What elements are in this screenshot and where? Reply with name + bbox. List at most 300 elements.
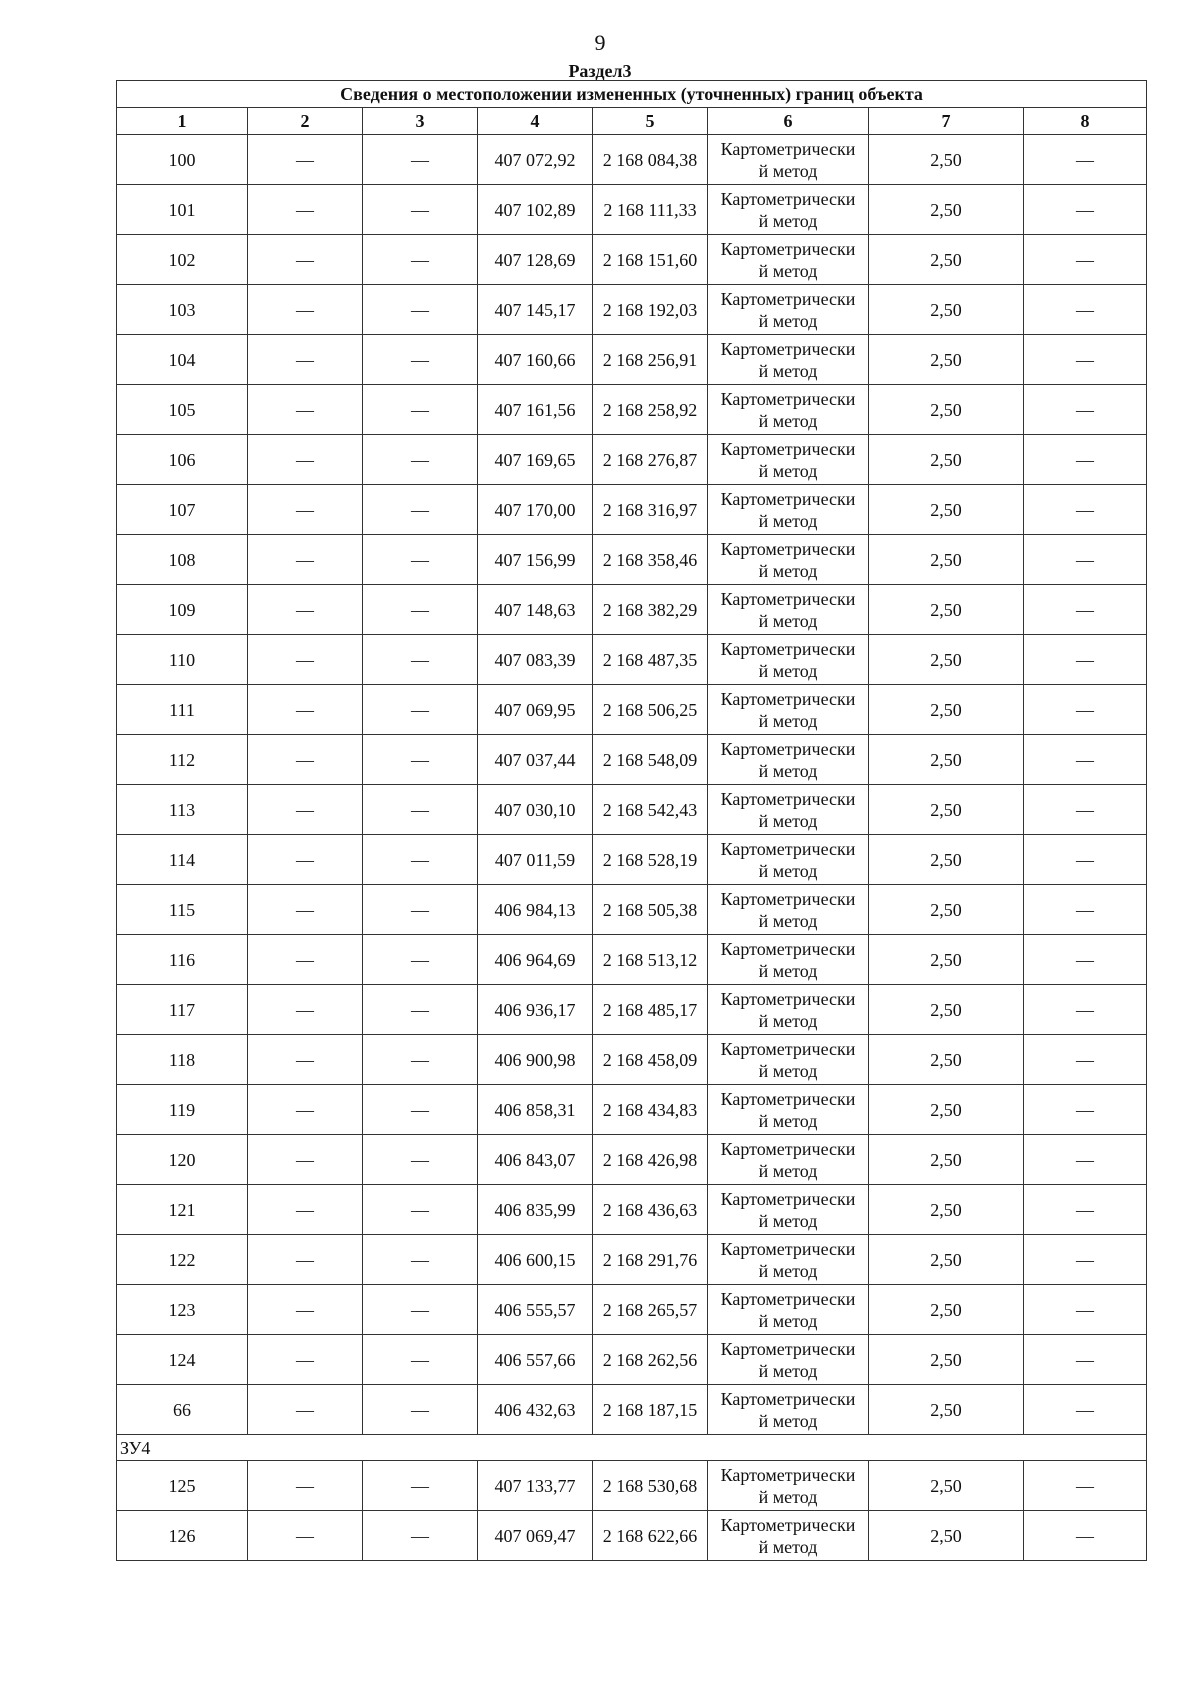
x-coordinate: 406 835,99 bbox=[478, 1185, 593, 1235]
dash-cell: — bbox=[1024, 935, 1147, 985]
dash-cell: — bbox=[363, 1235, 478, 1285]
table-row bbox=[117, 985, 1147, 1035]
point-number: 100 bbox=[117, 135, 248, 185]
x-coordinate: 406 964,69 bbox=[478, 935, 593, 985]
section-title: Раздел3 bbox=[568, 61, 632, 81]
y-coordinate: 2 168 262,56 bbox=[593, 1335, 708, 1385]
dash-cell: — bbox=[1024, 1511, 1147, 1561]
accuracy-cell: 2,50 bbox=[869, 1185, 1024, 1235]
method-line-2: й метод bbox=[758, 760, 818, 781]
method-cell bbox=[708, 1235, 869, 1285]
point-number: 120 bbox=[117, 1135, 248, 1185]
method-line-1: Картометрически bbox=[720, 738, 856, 759]
dash-cell: — bbox=[248, 435, 363, 485]
x-coordinate: 407 030,10 bbox=[478, 785, 593, 835]
x-coordinate: 407 069,47 bbox=[478, 1511, 593, 1561]
y-coordinate: 2 168 265,57 bbox=[593, 1285, 708, 1335]
table-row bbox=[117, 535, 1147, 585]
table-row bbox=[117, 335, 1147, 385]
accuracy-cell: 2,50 bbox=[869, 1385, 1024, 1435]
method-line-2: й метод bbox=[758, 560, 818, 581]
y-coordinate: 2 168 276,87 bbox=[593, 435, 708, 485]
dash-cell: — bbox=[1024, 685, 1147, 735]
y-coordinate: 2 168 382,29 bbox=[593, 585, 708, 635]
method-cell bbox=[708, 635, 869, 685]
dash-cell: — bbox=[363, 435, 478, 485]
dash-cell: — bbox=[363, 535, 478, 585]
method-cell bbox=[708, 285, 869, 335]
dash-cell: — bbox=[248, 1085, 363, 1135]
point-number: 66 bbox=[117, 1385, 248, 1435]
accuracy-cell: 2,50 bbox=[869, 285, 1024, 335]
dash-cell: — bbox=[1024, 885, 1147, 935]
x-coordinate: 407 170,00 bbox=[478, 485, 593, 535]
y-coordinate: 2 168 485,17 bbox=[593, 985, 708, 1035]
dash-cell: — bbox=[248, 185, 363, 235]
method-cell bbox=[708, 1461, 869, 1511]
y-coordinate: 2 168 316,97 bbox=[593, 485, 708, 535]
method-line-2: й метод bbox=[758, 1486, 818, 1507]
dash-cell: — bbox=[363, 585, 478, 635]
table-row bbox=[117, 1511, 1147, 1561]
accuracy-cell: 2,50 bbox=[869, 1085, 1024, 1135]
method-cell bbox=[708, 585, 869, 635]
dash-cell: — bbox=[248, 1135, 363, 1185]
dash-cell: — bbox=[363, 1085, 478, 1135]
point-number: 103 bbox=[117, 285, 248, 335]
y-coordinate: 2 168 505,38 bbox=[593, 885, 708, 935]
point-number: 123 bbox=[117, 1285, 248, 1335]
point-number: 108 bbox=[117, 535, 248, 585]
method-line-1: Картометрически bbox=[720, 1464, 856, 1485]
dash-cell: — bbox=[248, 385, 363, 435]
dash-cell: — bbox=[248, 635, 363, 685]
method-line-2: й метод bbox=[758, 1110, 818, 1131]
method-line-1: Картометрически bbox=[720, 838, 856, 859]
dash-cell: — bbox=[1024, 385, 1147, 435]
dash-cell: — bbox=[363, 485, 478, 535]
x-coordinate: 407 161,56 bbox=[478, 385, 593, 435]
table-row bbox=[117, 935, 1147, 985]
x-coordinate: 407 102,89 bbox=[478, 185, 593, 235]
x-coordinate: 407 037,44 bbox=[478, 735, 593, 785]
x-coordinate: 407 145,17 bbox=[478, 285, 593, 335]
accuracy-cell: 2,50 bbox=[869, 335, 1024, 385]
dash-cell: — bbox=[363, 335, 478, 385]
method-line-2: й метод bbox=[758, 510, 818, 531]
y-coordinate: 2 168 084,38 bbox=[593, 135, 708, 185]
x-coordinate: 406 600,15 bbox=[478, 1235, 593, 1285]
method-cell bbox=[708, 1085, 869, 1135]
y-coordinate: 2 168 506,25 bbox=[593, 685, 708, 735]
method-cell bbox=[708, 385, 869, 435]
method-cell bbox=[708, 1185, 869, 1235]
table-caption: Сведения о местоположении измененных (уточненных) границ объекта bbox=[117, 81, 1147, 108]
point-number: 116 bbox=[117, 935, 248, 985]
method-line-1: Картометрически bbox=[720, 988, 856, 1009]
method-line-2: й метод bbox=[758, 1060, 818, 1081]
dash-cell: — bbox=[1024, 1085, 1147, 1135]
dash-cell: — bbox=[248, 1235, 363, 1285]
dash-cell: — bbox=[363, 235, 478, 285]
column-header: 3 bbox=[363, 108, 478, 135]
method-line-1: Картометрически bbox=[720, 888, 856, 909]
method-cell bbox=[708, 685, 869, 735]
point-number: 102 bbox=[117, 235, 248, 285]
table-row bbox=[117, 585, 1147, 635]
method-line-2: й метод bbox=[758, 660, 818, 681]
dash-cell: — bbox=[363, 1511, 478, 1561]
method-line-2: й метод bbox=[758, 1310, 818, 1331]
point-number: 121 bbox=[117, 1185, 248, 1235]
column-header: 4 bbox=[478, 108, 593, 135]
method-line-2: й метод bbox=[758, 410, 818, 431]
column-header: 6 bbox=[708, 108, 869, 135]
method-line-2: й метод bbox=[758, 1210, 818, 1231]
method-line-1: Картометрически bbox=[720, 638, 856, 659]
dash-cell: — bbox=[1024, 735, 1147, 785]
accuracy-cell: 2,50 bbox=[869, 1335, 1024, 1385]
x-coordinate: 407 011,59 bbox=[478, 835, 593, 885]
dash-cell: — bbox=[363, 385, 478, 435]
point-number: 113 bbox=[117, 785, 248, 835]
x-coordinate: 406 900,98 bbox=[478, 1035, 593, 1085]
method-line-2: й метод bbox=[758, 260, 818, 281]
point-number: 117 bbox=[117, 985, 248, 1035]
y-coordinate: 2 168 513,12 bbox=[593, 935, 708, 985]
table-row bbox=[117, 835, 1147, 885]
method-cell bbox=[708, 1035, 869, 1085]
point-number: 110 bbox=[117, 635, 248, 685]
accuracy-cell: 2,50 bbox=[869, 135, 1024, 185]
dash-cell: — bbox=[363, 1285, 478, 1335]
accuracy-cell: 2,50 bbox=[869, 185, 1024, 235]
method-cell bbox=[708, 835, 869, 885]
x-coordinate: 407 128,69 bbox=[478, 235, 593, 285]
accuracy-cell: 2,50 bbox=[869, 785, 1024, 835]
point-number: 124 bbox=[117, 1335, 248, 1385]
x-coordinate: 406 555,57 bbox=[478, 1285, 593, 1335]
group-row bbox=[117, 1435, 1147, 1461]
dash-cell: — bbox=[248, 1035, 363, 1085]
method-cell bbox=[708, 885, 869, 935]
method-line-2: й метод bbox=[758, 810, 818, 831]
point-number: 112 bbox=[117, 735, 248, 785]
dash-cell: — bbox=[248, 585, 363, 635]
dash-cell: — bbox=[363, 1185, 478, 1235]
y-coordinate: 2 168 256,91 bbox=[593, 335, 708, 385]
method-line-1: Картометрически bbox=[720, 1188, 856, 1209]
method-line-1: Картометрически bbox=[720, 1088, 856, 1109]
dash-cell: — bbox=[1024, 485, 1147, 535]
accuracy-cell: 2,50 bbox=[869, 235, 1024, 285]
dash-cell: — bbox=[1024, 1185, 1147, 1235]
method-line-1: Картометрически bbox=[720, 488, 856, 509]
dash-cell: — bbox=[248, 1511, 363, 1561]
accuracy-cell: 2,50 bbox=[869, 435, 1024, 485]
column-header: 2 bbox=[248, 108, 363, 135]
dash-cell: — bbox=[363, 185, 478, 235]
dash-cell: — bbox=[1024, 135, 1147, 185]
point-number: 111 bbox=[117, 685, 248, 735]
dash-cell: — bbox=[248, 785, 363, 835]
method-line-2: й метод bbox=[758, 1160, 818, 1181]
column-header: 7 bbox=[869, 108, 1024, 135]
dash-cell: — bbox=[248, 685, 363, 735]
x-coordinate: 406 936,17 bbox=[478, 985, 593, 1035]
dash-cell: — bbox=[1024, 1461, 1147, 1511]
point-number: 104 bbox=[117, 335, 248, 385]
method-line-2: й метод bbox=[758, 1410, 818, 1431]
method-line-2: й метод bbox=[758, 910, 818, 931]
table-row bbox=[117, 1185, 1147, 1235]
dash-cell: — bbox=[248, 1185, 363, 1235]
method-cell bbox=[708, 135, 869, 185]
y-coordinate: 2 168 187,15 bbox=[593, 1385, 708, 1435]
dash-cell: — bbox=[248, 135, 363, 185]
table-row bbox=[117, 1035, 1147, 1085]
y-coordinate: 2 168 291,76 bbox=[593, 1235, 708, 1285]
header-row bbox=[117, 108, 1147, 135]
y-coordinate: 2 168 258,92 bbox=[593, 385, 708, 435]
accuracy-cell: 2,50 bbox=[869, 1511, 1024, 1561]
dash-cell: — bbox=[1024, 585, 1147, 635]
dash-cell: — bbox=[248, 335, 363, 385]
table-row bbox=[117, 1461, 1147, 1511]
accuracy-cell: 2,50 bbox=[869, 485, 1024, 535]
dash-cell: — bbox=[248, 235, 363, 285]
method-line-1: Картометрически bbox=[720, 138, 856, 159]
table-row bbox=[117, 135, 1147, 185]
method-cell bbox=[708, 335, 869, 385]
method-cell bbox=[708, 735, 869, 785]
method-cell bbox=[708, 1385, 869, 1435]
method-cell bbox=[708, 435, 869, 485]
dash-cell: — bbox=[363, 685, 478, 735]
x-coordinate: 407 133,77 bbox=[478, 1461, 593, 1511]
table-row bbox=[117, 785, 1147, 835]
table-row bbox=[117, 885, 1147, 935]
dash-cell: — bbox=[248, 985, 363, 1035]
x-coordinate: 406 557,66 bbox=[478, 1335, 593, 1385]
y-coordinate: 2 168 434,83 bbox=[593, 1085, 708, 1135]
y-coordinate: 2 168 436,63 bbox=[593, 1185, 708, 1235]
column-header: 5 bbox=[593, 108, 708, 135]
x-coordinate: 407 083,39 bbox=[478, 635, 593, 685]
y-coordinate: 2 168 528,19 bbox=[593, 835, 708, 885]
y-coordinate: 2 168 542,43 bbox=[593, 785, 708, 835]
y-coordinate: 2 168 458,09 bbox=[593, 1035, 708, 1085]
point-number: 122 bbox=[117, 1235, 248, 1285]
x-coordinate: 407 169,65 bbox=[478, 435, 593, 485]
method-line-2: й метод bbox=[758, 610, 818, 631]
dash-cell: — bbox=[1024, 1285, 1147, 1335]
method-cell bbox=[708, 185, 869, 235]
method-line-2: й метод bbox=[758, 460, 818, 481]
accuracy-cell: 2,50 bbox=[869, 835, 1024, 885]
method-line-2: й метод bbox=[758, 1360, 818, 1381]
method-line-2: й метод bbox=[758, 860, 818, 881]
dash-cell: — bbox=[1024, 1235, 1147, 1285]
dash-cell: — bbox=[248, 1461, 363, 1511]
dash-cell: — bbox=[1024, 635, 1147, 685]
y-coordinate: 2 168 192,03 bbox=[593, 285, 708, 335]
method-line-1: Картометрически bbox=[720, 1038, 856, 1059]
dash-cell: — bbox=[248, 885, 363, 935]
method-cell bbox=[708, 535, 869, 585]
dash-cell: — bbox=[363, 1135, 478, 1185]
method-cell bbox=[708, 235, 869, 285]
dash-cell: — bbox=[1024, 285, 1147, 335]
method-line-1: Картометрически bbox=[720, 388, 856, 409]
dash-cell: — bbox=[363, 1335, 478, 1385]
accuracy-cell: 2,50 bbox=[869, 1461, 1024, 1511]
point-number: 114 bbox=[117, 835, 248, 885]
x-coordinate: 406 432,63 bbox=[478, 1385, 593, 1435]
table-row bbox=[117, 485, 1147, 535]
method-line-2: й метод bbox=[758, 210, 818, 231]
method-line-1: Картометрически bbox=[720, 1338, 856, 1359]
method-cell bbox=[708, 785, 869, 835]
table-row bbox=[117, 385, 1147, 435]
y-coordinate: 2 168 358,46 bbox=[593, 535, 708, 585]
method-line-1: Картометрически bbox=[720, 1138, 856, 1159]
method-line-1: Картометрически bbox=[720, 688, 856, 709]
dash-cell: — bbox=[1024, 435, 1147, 485]
accuracy-cell: 2,50 bbox=[869, 1235, 1024, 1285]
x-coordinate: 407 069,95 bbox=[478, 685, 593, 735]
dash-cell: — bbox=[248, 535, 363, 585]
table-row bbox=[117, 1335, 1147, 1385]
dash-cell: — bbox=[248, 735, 363, 785]
table-row bbox=[117, 285, 1147, 335]
method-cell bbox=[708, 1511, 869, 1561]
dash-cell: — bbox=[363, 935, 478, 985]
dash-cell: — bbox=[248, 485, 363, 535]
y-coordinate: 2 168 622,66 bbox=[593, 1511, 708, 1561]
method-cell bbox=[708, 985, 869, 1035]
method-cell bbox=[708, 1285, 869, 1335]
dash-cell: — bbox=[363, 1385, 478, 1435]
method-line-1: Картометрически bbox=[720, 938, 856, 959]
dash-cell: — bbox=[1024, 335, 1147, 385]
point-number: 125 bbox=[117, 1461, 248, 1511]
accuracy-cell: 2,50 bbox=[869, 685, 1024, 735]
x-coordinate: 407 148,63 bbox=[478, 585, 593, 635]
dash-cell: — bbox=[363, 135, 478, 185]
dash-cell: — bbox=[1024, 535, 1147, 585]
dash-cell: — bbox=[248, 285, 363, 335]
y-coordinate: 2 168 426,98 bbox=[593, 1135, 708, 1185]
accuracy-cell: 2,50 bbox=[869, 885, 1024, 935]
y-coordinate: 2 168 111,33 bbox=[593, 185, 708, 235]
dash-cell: — bbox=[363, 885, 478, 935]
method-line-2: й метод bbox=[758, 960, 818, 981]
dash-cell: — bbox=[363, 835, 478, 885]
column-header: 8 bbox=[1024, 108, 1147, 135]
point-number: 115 bbox=[117, 885, 248, 935]
method-line-1: Картометрически bbox=[720, 238, 856, 259]
x-coordinate: 407 156,99 bbox=[478, 535, 593, 585]
method-line-1: Картометрически bbox=[720, 1514, 856, 1535]
y-coordinate: 2 168 151,60 bbox=[593, 235, 708, 285]
x-coordinate: 407 160,66 bbox=[478, 335, 593, 385]
dash-cell: — bbox=[363, 1035, 478, 1085]
accuracy-cell: 2,50 bbox=[869, 1035, 1024, 1085]
method-line-2: й метод bbox=[758, 710, 818, 731]
x-coordinate: 407 072,92 bbox=[478, 135, 593, 185]
y-coordinate: 2 168 530,68 bbox=[593, 1461, 708, 1511]
dash-cell: — bbox=[1024, 835, 1147, 885]
method-cell bbox=[708, 1335, 869, 1385]
column-header: 1 bbox=[117, 108, 248, 135]
point-number: 126 bbox=[117, 1511, 248, 1561]
accuracy-cell: 2,50 bbox=[869, 535, 1024, 585]
y-coordinate: 2 168 487,35 bbox=[593, 635, 708, 685]
method-line-1: Картометрически bbox=[720, 188, 856, 209]
group-label: ЗУ4 bbox=[117, 1435, 1147, 1461]
method-line-1: Картометрически bbox=[720, 538, 856, 559]
x-coordinate: 406 843,07 bbox=[478, 1135, 593, 1185]
dash-cell: — bbox=[248, 1335, 363, 1385]
dash-cell: — bbox=[363, 785, 478, 835]
accuracy-cell: 2,50 bbox=[869, 985, 1024, 1035]
point-number: 107 bbox=[117, 485, 248, 535]
table-row bbox=[117, 1135, 1147, 1185]
dash-cell: — bbox=[1024, 1035, 1147, 1085]
dash-cell: — bbox=[1024, 235, 1147, 285]
method-line-1: Картометрически bbox=[720, 788, 856, 809]
accuracy-cell: 2,50 bbox=[869, 1285, 1024, 1335]
method-cell bbox=[708, 485, 869, 535]
dash-cell: — bbox=[363, 1461, 478, 1511]
method-line-1: Картометрически bbox=[720, 338, 856, 359]
dash-cell: — bbox=[363, 985, 478, 1035]
dash-cell: — bbox=[248, 835, 363, 885]
table-row bbox=[117, 1385, 1147, 1435]
dash-cell: — bbox=[363, 735, 478, 785]
dash-cell: — bbox=[1024, 1135, 1147, 1185]
point-number: 119 bbox=[117, 1085, 248, 1135]
point-number: 105 bbox=[117, 385, 248, 435]
method-line-1: Картометрически bbox=[720, 288, 856, 309]
method-line-1: Картометрически bbox=[720, 1238, 856, 1259]
dash-cell: — bbox=[1024, 1335, 1147, 1385]
dash-cell: — bbox=[1024, 785, 1147, 835]
accuracy-cell: 2,50 bbox=[869, 585, 1024, 635]
method-line-2: й метод bbox=[758, 310, 818, 331]
method-line-2: й метод bbox=[758, 360, 818, 381]
table-row bbox=[117, 1235, 1147, 1285]
dash-cell: — bbox=[1024, 985, 1147, 1035]
table-row bbox=[117, 1285, 1147, 1335]
method-line-1: Картометрически bbox=[720, 1288, 856, 1309]
point-number: 101 bbox=[117, 185, 248, 235]
method-line-2: й метод bbox=[758, 160, 818, 181]
table-row bbox=[117, 685, 1147, 735]
accuracy-cell: 2,50 bbox=[869, 935, 1024, 985]
table-row bbox=[117, 1085, 1147, 1135]
point-number: 106 bbox=[117, 435, 248, 485]
method-line-1: Картометрически bbox=[720, 588, 856, 609]
method-line-1: Картометрически bbox=[720, 1388, 856, 1409]
y-coordinate: 2 168 548,09 bbox=[593, 735, 708, 785]
dash-cell: — bbox=[363, 285, 478, 335]
method-line-2: й метод bbox=[758, 1536, 818, 1557]
accuracy-cell: 2,50 bbox=[869, 1135, 1024, 1185]
method-cell bbox=[708, 1135, 869, 1185]
table-row bbox=[117, 185, 1147, 235]
